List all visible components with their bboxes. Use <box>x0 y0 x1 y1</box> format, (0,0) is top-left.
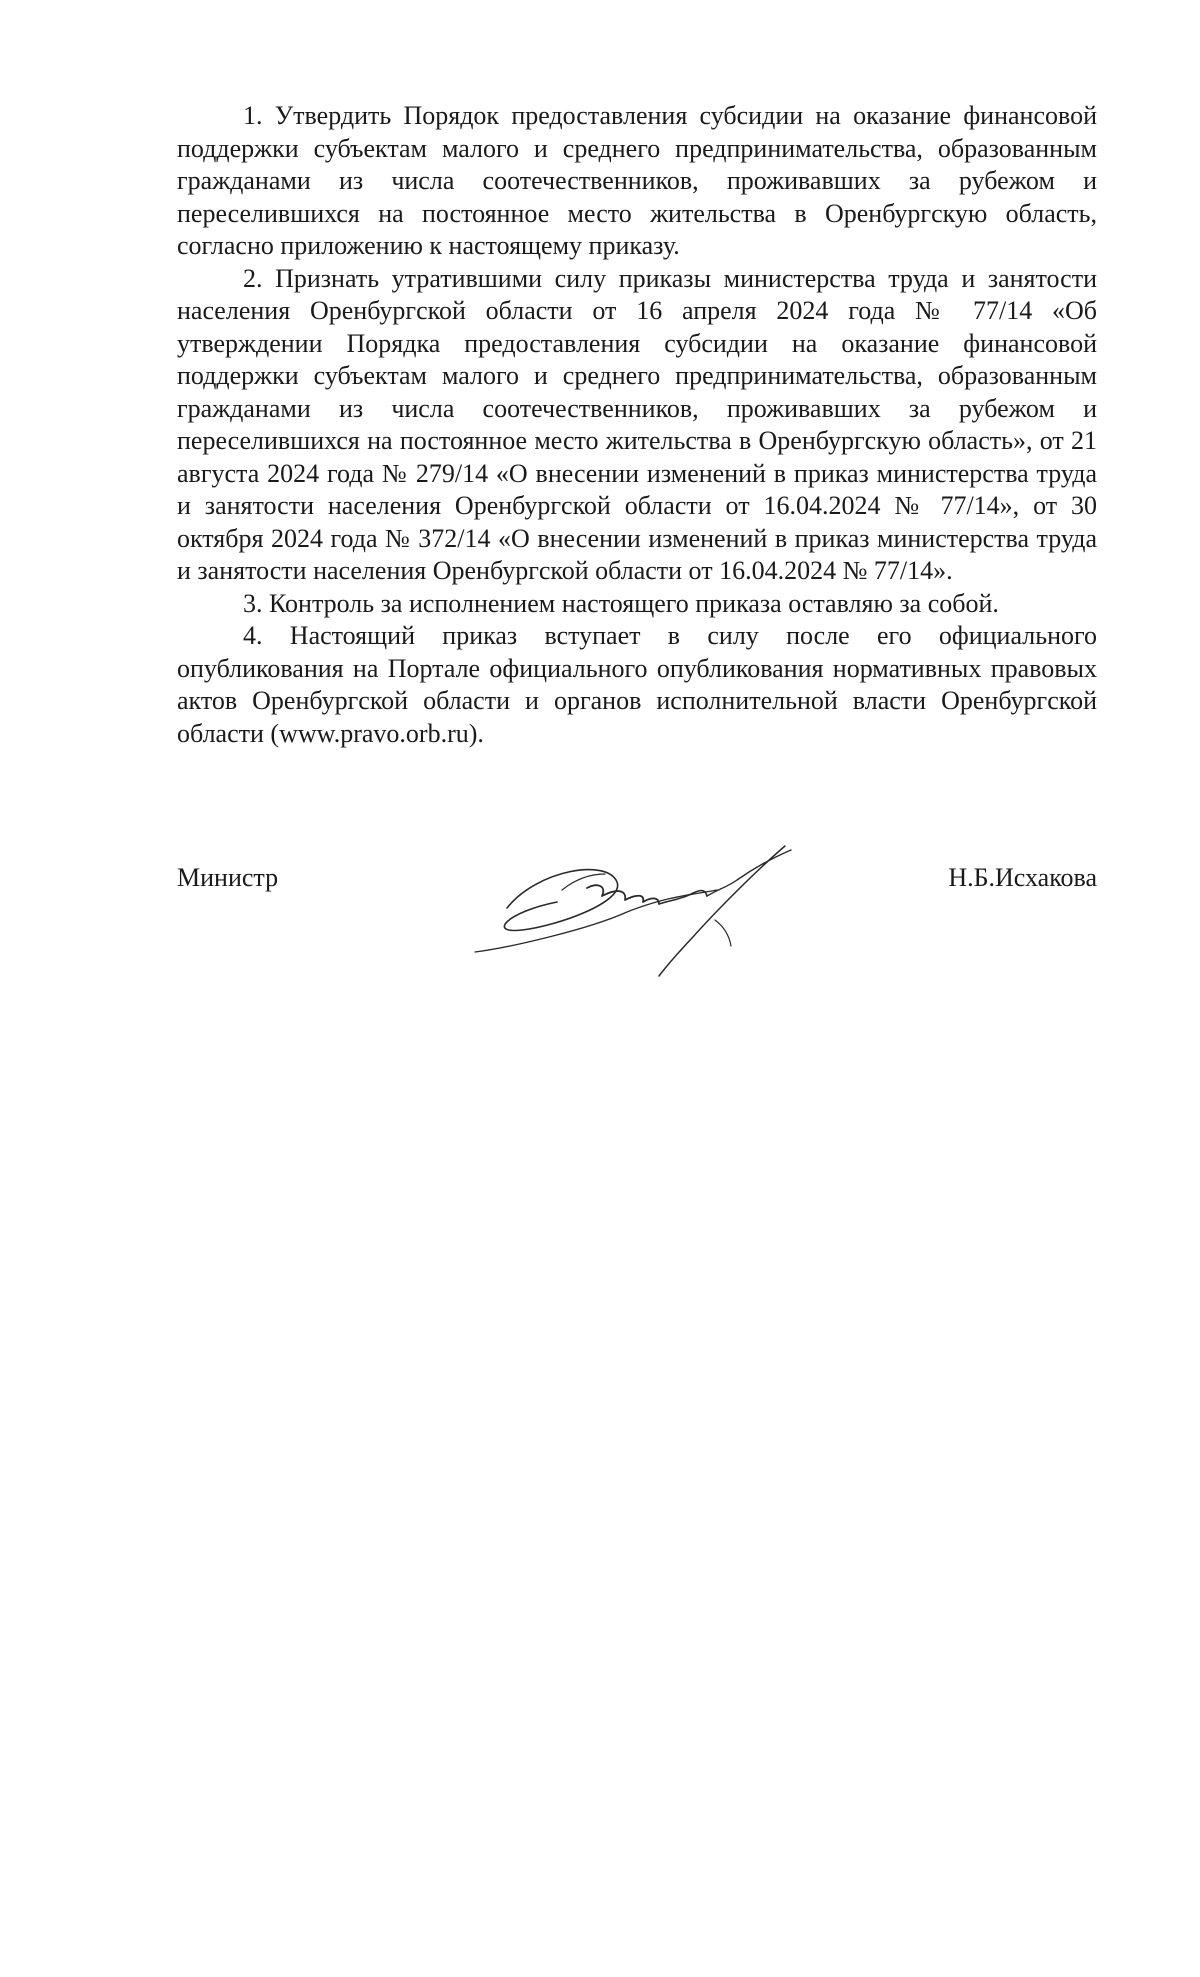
paragraph-4: 4. Настоящий приказ вступает в силу после его официального опубликования на Портале официального опубликования нормативных правовых актов Оренбургской области и органов исполнительной власти Оренбургской области (www.pravo.orb.ru). <box>177 621 1097 748</box>
signature-block <box>177 862 1097 982</box>
document-body <box>177 100 1097 750</box>
handwritten-signature <box>467 830 797 980</box>
signatory-name: Н.Б.Исхакова <box>948 863 1097 892</box>
paragraph-1: 1. Утвердить Порядок предоставления субсидии на оказание финансовой поддержки субъектам малого и среднего предпринимательства, образованным гражданами из числа соотечественников, проживавших за рубежом и переселившихся на постоянное место жительства в Оренбургскую область, согласно приложению к настоящему приказу. <box>177 101 1097 260</box>
paragraph-2: 2. Признать утратившими силу приказы министерства труда и занятости населения Оренбургской области от 16 апреля 2024 года № 77/14 «Об утверждении Порядка предоставления субсидии на оказание финансовой поддержки субъектам малого и среднего предпринимательства, образованным гражданами из числа соотечественников, проживавших за рубежом и переселившихся на постоянное место жительства в Оренбургскую область», от 21 августа 2024 года № 279/14 «О внесении изменений в приказ министерства труда и занятости населения Оренбургской области от 16.04.2024 № 77/14», от 30 октября 2024 года № 372/14 «О внесении изменений в приказ министерства труда и занятости населения Оренбургской области от 16.04.2024 № 77/14». <box>177 263 1097 585</box>
paragraph-3: 3. Контроль за исполнением настоящего приказа оставляю за собой. <box>243 588 999 618</box>
signatory-title: Министр <box>177 863 279 892</box>
